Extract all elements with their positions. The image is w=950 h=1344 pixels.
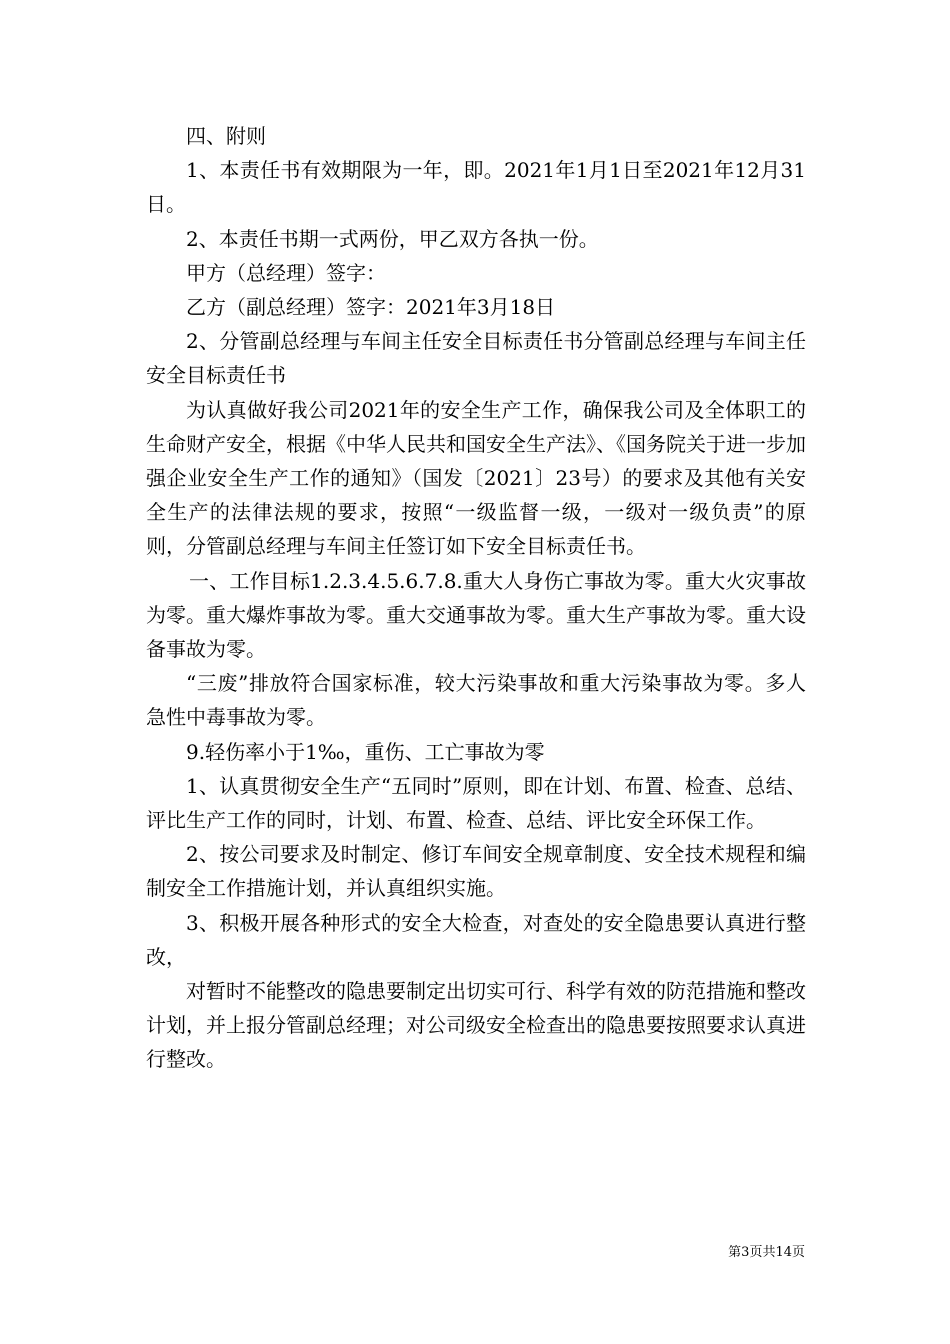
- section-title-responsibility-letter: 2、分管副总经理与车间主任安全目标责任书分管副总经理与车间主任安全目标责任书: [146, 329, 806, 388]
- signature-party-a: 甲方（总经理）签字：: [186, 260, 386, 285]
- page-number: 第3页共14页: [728, 1245, 805, 1260]
- paragraph-preamble: 为认真做好我公司2021年的安全生产工作，确保我公司及全体职工的生命财产安全，根据《中华人民共和国安全生产法》、《国务院关于进一步加强企业安全生产工作的通知》（国发〔2021〕23号）的要求及其他有关安全生产的法律法规的要求，按照“一级监督一级，一级对一级负责”的原则，分管副总经理与车间主任签订如下安全目标责任书。: [146, 397, 806, 559]
- paragraph-item-3-continued: 对暂时不能整改的隐患要制定出切实可行、科学有效的防范措施和整改计划，并上报分管副总经理；对公司级安全检查出的隐患要按照要求认真进行整改。: [146, 979, 806, 1072]
- paragraph-injury-rate: 9.轻伤率小于1‰，重伤、工亡事故为零: [186, 739, 545, 764]
- paragraph-item-3: 3、积极开展各种形式的安全大检查，对查处的安全隐患要认真进行整改，: [146, 910, 806, 969]
- paragraph-item-2: 2、按公司要求及时制定、修订车间安全规章制度、安全技术规程和编制安全工作措施计划，并认真组织实施。: [146, 842, 806, 901]
- paragraph-copies: 2、本责任书期一式两份，甲乙双方各执一份。: [186, 226, 599, 251]
- paragraph-validity-period: 1、本责任书有效期限为一年，即。2021年1月1日至2021年12月31日。: [146, 158, 806, 217]
- signature-party-b: 乙方（副总经理）签字：2021年3月18日: [186, 295, 556, 320]
- document-body: [146, 119, 806, 1077]
- paragraph-three-wastes: “三废”排放符合国家标准，较大污染事故和重大污染事故为零。多人急性中毒事故为零。: [146, 671, 806, 730]
- section-heading-appendix: 四、附则: [186, 124, 266, 148]
- paragraph-work-goals: 一、工作目标1.2.3.4.5.6.7.8.重大人身伤亡事故为零。重大火灾事故为零。重大爆炸事故为零。重大交通事故为零。重大生产事故为零。重大设备事故为零。: [146, 568, 806, 662]
- paragraph-item-1: 1、认真贯彻安全生产“五同时”原则，即在计划、布置、检查、总结、评比生产工作的同时，计划、布置、检查、总结、评比安全环保工作。: [146, 773, 806, 833]
